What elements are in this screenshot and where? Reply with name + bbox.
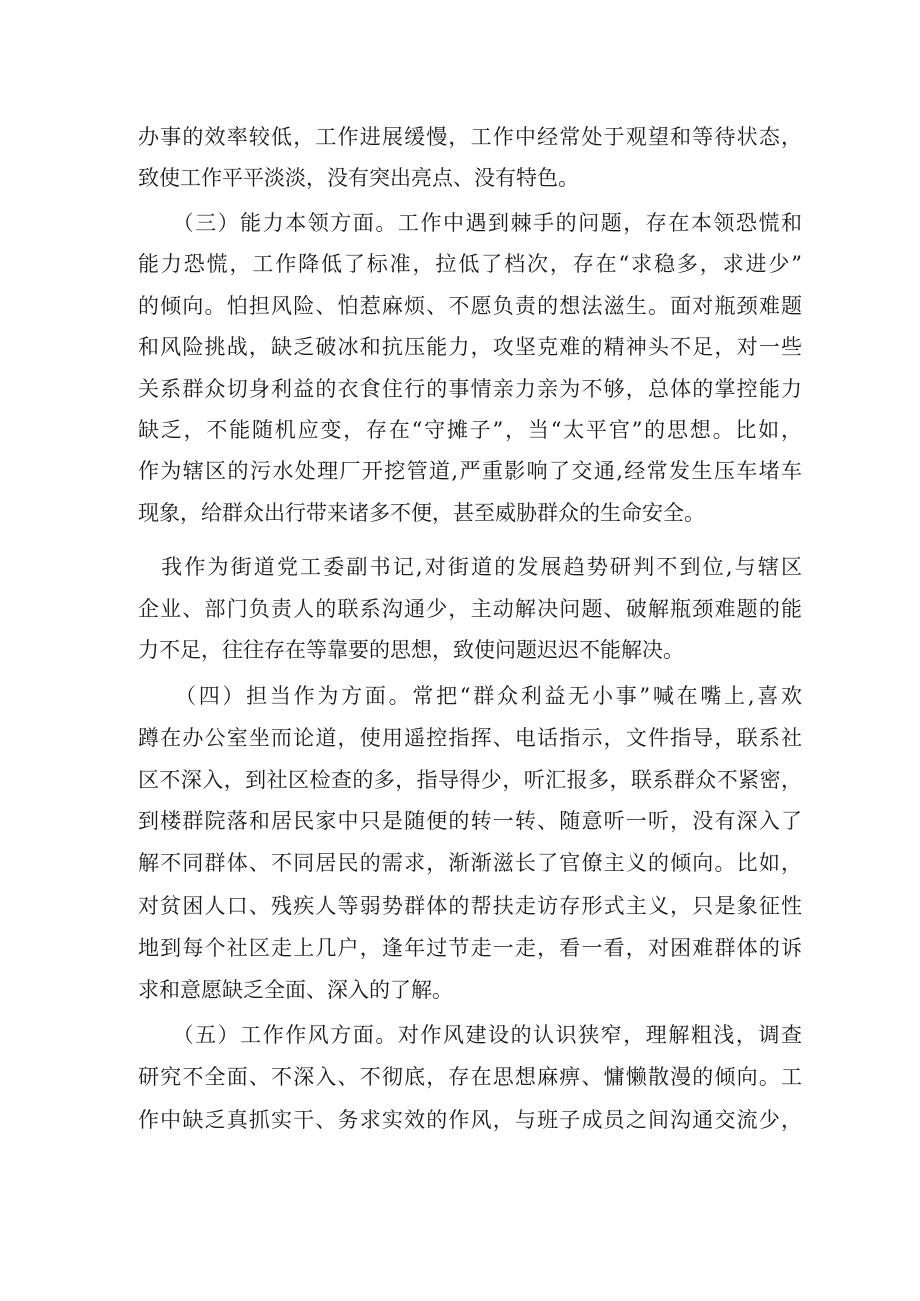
text-line: （四）担当作为方面。常把“群众利益无小事”喊在嘴上,喜欢 bbox=[138, 684, 802, 708]
text-line: 到楼群院落和居民家中只是随便的转一转、随意听一听，没有深入了 bbox=[138, 809, 802, 833]
text-line: 致使工作平平淡淡，没有突出亮点、没有特色。 bbox=[138, 166, 579, 190]
text-line: 求和意愿缺乏全面、深入的了解。 bbox=[138, 978, 453, 1002]
text-line: 企业、部门负责人的联系沟通少，主动解决问题、破解瓶颈难题的能 bbox=[138, 597, 802, 621]
text-line: 对贫困人口、残疾人等弱势群体的帮扶走访存形式主义，只是象征性 bbox=[138, 894, 802, 918]
text-line: 的倾向。怕担风险、怕惹麻烦、不愿负责的想法滋生。面对瓶颈难题 bbox=[138, 294, 802, 318]
text-line: （五）工作作风方面。对作风建设的认识狭窄，理解粗浅，调查 bbox=[138, 1023, 802, 1047]
text-line: 研究不全面、不深入、不彻底，存在思想麻痹、慵懒散漫的倾向。工 bbox=[138, 1065, 802, 1089]
text-line: 和风险挑战，缺乏破冰和抗压能力，攻坚克难的精神头不足，对一些 bbox=[138, 335, 802, 359]
text-line: 缺乏，不能随机应变，存在“守摊子”，当“太平官”的思想。比如， bbox=[138, 418, 802, 442]
text-line: 我作为街道党工委副书记,对街道的发展趋势研判不到位,与辖区 bbox=[138, 555, 802, 579]
text-line: 能力恐慌，工作降低了标准，拉低了档次，存在“求稳多，求进少” bbox=[138, 252, 802, 276]
text-line: 作为辖区的污水处理厂开挖管道,严重影响了交通,经常发生压车堵车 bbox=[138, 459, 802, 483]
text-line: 关系群众切身利益的衣食住行的事情亲力亲为不够，总体的掌控能力 bbox=[138, 377, 802, 401]
text-line: （三）能力本领方面。工作中遇到棘手的问题，存在本领恐慌和 bbox=[138, 211, 802, 235]
text-line: 区不深入，到社区检查的多，指导得少，听汇报多，联系群众不紧密， bbox=[138, 768, 802, 792]
text-line: 解不同群体、不同居民的需求，渐渐滋长了官僚主义的倾向。比如， bbox=[138, 851, 802, 875]
text-line: 作中缺乏真抓实干、务求实效的作风，与班子成员之间沟通交流少， bbox=[138, 1108, 802, 1132]
text-line: 蹲在办公室坐而论道，使用遥控指挥、电话指示，文件指导，联系社 bbox=[138, 726, 802, 750]
text-line: 现象，给群众出行带来诸多不便，甚至威胁群众的生命安全。 bbox=[138, 501, 705, 525]
text-line: 力不足，往往存在等靠要的思想，致使问题迟迟不能解决。 bbox=[138, 638, 684, 662]
text-line: 办事的效率较低，工作进展缓慢，工作中经常处于观望和等待状态， bbox=[138, 125, 802, 149]
text-line: 地到每个社区走上几户，逢年过节走一走，看一看，对困难群体的诉 bbox=[138, 936, 802, 960]
